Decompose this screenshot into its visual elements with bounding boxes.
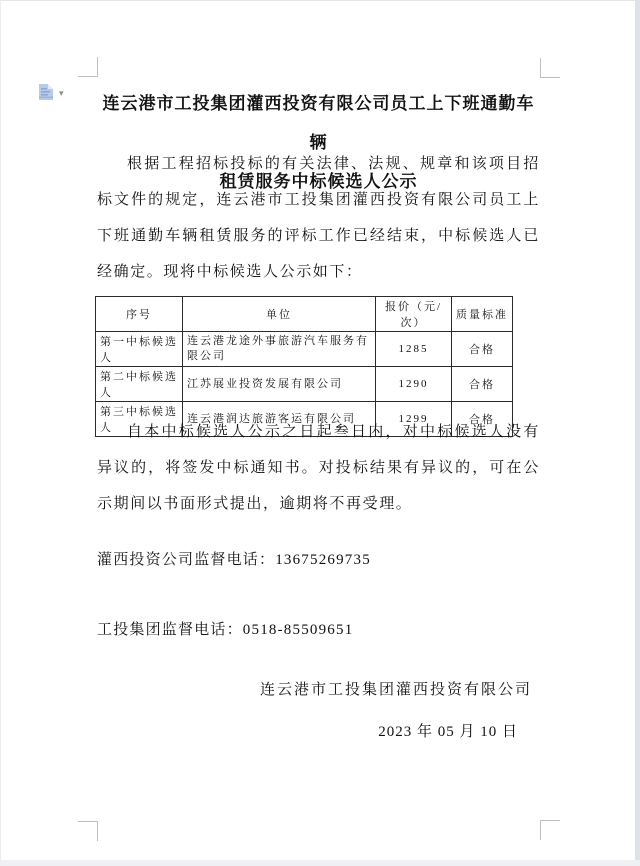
cell-rank: 第一中标候选人 bbox=[96, 332, 183, 367]
cell-company: 连云港润达旅游客运有限公司 bbox=[183, 402, 376, 437]
header-rank: 序号 bbox=[96, 297, 183, 332]
cell-quality: 合格 bbox=[452, 332, 513, 367]
signature-company: 连云港市工投集团灌西投资有限公司 bbox=[259, 682, 532, 698]
paste-options-icon[interactable] bbox=[38, 82, 54, 106]
page-edge-left bbox=[0, 0, 1, 866]
page-edge-right bbox=[635, 0, 640, 866]
supervision-phone-group: 工投集团监督电话：0518-85509651 bbox=[97, 622, 354, 638]
page-edge-top bbox=[0, 0, 640, 1]
table-row bbox=[96, 367, 513, 402]
cell-rank: 第二中标候选人 bbox=[96, 367, 183, 402]
cell-quality: 合格 bbox=[452, 402, 513, 437]
cell-company: 连云港龙途外事旅游汽车服务有限公司 bbox=[183, 332, 376, 367]
cell-price: 1290 bbox=[376, 367, 452, 402]
table-header-row bbox=[96, 297, 513, 332]
signature-date: 2023 年 05 月 10 日 bbox=[378, 724, 518, 740]
paste-options-button[interactable] bbox=[38, 82, 64, 106]
supervision-phone-guanxi: 灌西投资公司监督电话：13675269735 bbox=[97, 552, 371, 568]
header-quality: 质量标准 bbox=[452, 297, 513, 332]
cell-company: 江苏展业投资发展有限公司 bbox=[183, 367, 376, 402]
header-company: 单位 bbox=[183, 297, 376, 332]
text-boundary-mark-bottom-right bbox=[540, 820, 560, 840]
notice-paragraph: 自本中标候选人公示之日起叁日内，对中标候选人没有异议的，将签发中标通知书。对投标结果有异议的，可在公示期间以书面形式提出，逾期将不再受理。 bbox=[97, 424, 540, 512]
paste-dropdown-caret-icon[interactable]: ▾ bbox=[59, 88, 64, 99]
title-line-1: 连云港市工投集团灌西投资有限公司员工上下班通勤车辆 bbox=[102, 94, 535, 152]
title-line-2: 租赁服务中标候选人公示 bbox=[219, 172, 418, 191]
text-boundary-mark-top-left bbox=[78, 57, 98, 77]
text-boundary-mark-bottom-left bbox=[78, 821, 98, 841]
table-row bbox=[96, 332, 513, 367]
page-edge-bottom bbox=[0, 860, 640, 866]
cell-rank: 第三中标候选人 bbox=[96, 402, 183, 437]
cell-price: 1285 bbox=[376, 332, 452, 367]
cell-price: 1299 bbox=[376, 402, 452, 437]
text-boundary-mark-top-right bbox=[540, 58, 560, 78]
intro-paragraph: 根据工程招标投标的有关法律、法规、规章和该项目招标文件的规定，连云港市工投集团灌西投资有限公司员工上下班通勤车辆租赁服务的评标工作已经结束，中标候选人已经确定。现将中标候选人公示如下： bbox=[97, 156, 540, 280]
header-price: 报价（元/次） bbox=[376, 297, 452, 332]
cell-quality: 合格 bbox=[452, 367, 513, 402]
